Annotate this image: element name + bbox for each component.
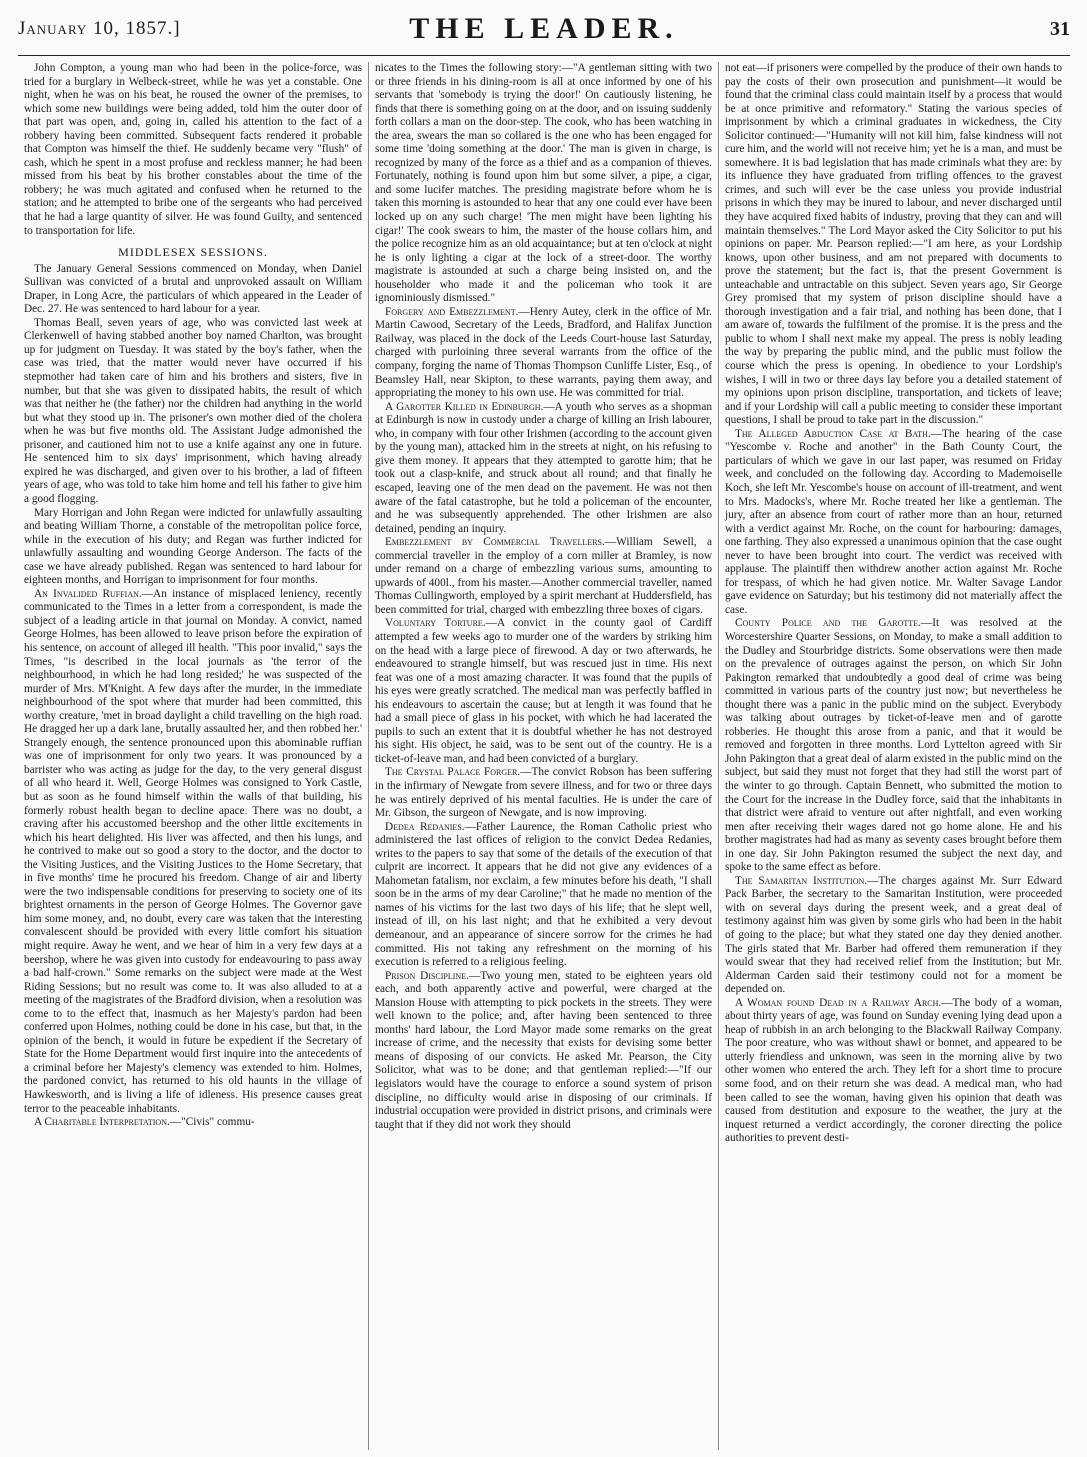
article-body: —The hearing of the case "Yescombe v. Roche and another" in the Bath County Court, the particulars of which we gave in our last paper, was resumed on Friday week, and concluded on the following day. According to Mademoiselle Koch, she left Mr. Yescombe's house on account of ill-treatment, and went to Mrs. Madocks's, where Mr. Roche treated her like a gentleman. The jury, after an absence from court of rather more than an hour, returned with a verdict against Mr. Roche, on the count for harbouring: damages, one farthing. They also expressed a unanimous opinion that the case ought never to have been brought into court. The verdict was received with applause. The plaintiff then withdrew another action against Mr. Roche for trespass, of which he had given notice. Mr. Walter Savage Landor gave evidence on Saturday; but his testimony did not materially affect the case. [725,427,1063,616]
article-paragraph [725,617,1062,874]
article-paragraph [725,997,1062,1146]
article-body: —The convict Robson has been suffering in the infirmary of Newgate from severe illness, and for two or three days he was entirely deprived of his mental faculties. He is under the care of Mr. Gibson, the surgeon of Newgate, and is now improving. [375,766,712,820]
page-number: 31 [1050,18,1070,40]
article-paragraph [375,766,712,820]
article-body: —William Sewell, a commercial traveller in the employ of a corn miller at Bramley, is now under remand on a charge of embezzling various sums, amounting to upwards of 400l., from his master.—Another commercial traveller, named Thomas Cullingworth, employed by a spirit merchant at Huddersfield, has been committed for trial, charged with embezzling three boxes of cigars. [375,536,712,616]
article-body: —"Civis" commu- [169,1116,255,1129]
page-header [18,10,1070,48]
column-1 [18,62,368,1450]
article-headline: An Invalided Ruffian. [34,587,142,600]
article-headline: Dedea Redanies. [385,820,465,833]
article-paragraph [725,875,1062,997]
article-paragraph [24,588,362,1116]
article-paragraph: not eat—if prisoners were compelled by the produce of their own hands to pay the costs of their own prosecution and punishment—it would be found that the criminal class could maintain itself by a process that would be at once primitive and reformatory." Stating the various species of imprisonment by which a criminal graduates in wickedness, the City Solicitor continued:—"Humanity will not kill him, false kindness will not cure him, and the world will not receive him; yet he is a man, and must be somewhere. It is bad legislation that has made criminals what they are: by its influence they have graduated from trifling offences to the gravest crimes, and such will ever be the case unless you provide industrial prisons in which they may be inured to labour, and never discharged until they have acquired fixed habits of industry, proving that they can and will maintain themselves." The Lord Mayor asked the City Solicitor to put his opinions on paper. Mr. Pearson replied:—"I am here, as your Lordship knows, upon other business, and am not prepared with documents to prove the statement; but the fact is, that the present Government is unteachable and untractable on this subject. Seven years ago, Sir George Grey promised that my system of prison discipline should have a thorough investigation and a fair trial, and nothing has been done, that I am aware of, towards the fulfilment of the promise. It is the press and the public to whom I shall next make my appeal. The press is nobly leading the way by preparing the public mind, and the public must follow the course which the press is opening. In obedience to your Lordship's wishes, I will in two or three days lay before you a detailed statement of my opinions upon prison discipline, transportation, and tickets of leave; and if your Lordship will call a public meeting to consider these important questions, I shall be proud to take part in the discussion." [725,62,1062,427]
article-headline: A Woman found Dead in a Railway Arch. [735,996,942,1009]
article-headline: The Crystal Palace Forger. [385,766,521,779]
article-body: —Father Laurence, the Roman Catholic priest who administered the last offices of religion to the convict Dedea Redanies, writes to the papers to say that some of the details of the execution of that culprit are incorrect. It appears that he did not give any evidences of a Mahometan fatalism, nor exclaim, a few minutes before his death, "I shall soon be in the arms of my dear Caroline;" that he made no mention of the names of his victims for the last two days of his life; that he slept well, instead of ill, on his last night; and that he exhibited a very devout demeanour, and an appearance of sincere sorrow for the crimes he had committed. His not taking any refreshment on the morning of his execution is referred to a religious feeling. [375,820,712,969]
article-paragraph [375,536,712,617]
article-paragraph [375,617,712,766]
article-headline: A Garotter Killed in Edinburgh. [385,400,544,413]
article-columns [18,62,1070,1450]
article-body: —A youth who serves as a shopman at Edinburgh is now in custody under a charge of killing an Irish labourer, who, in company with four other Irishmen (according to the account given by the young man), attacked him in the streets at night, on his refusing to give them money. It appears that they attempted to garotte him; that he took out a clasp-knife, and struck about all round; and that finally he escaped, leaving one of the men dead on the pavement. He was not then aware of the fatal catastrophe, but he told a policeman of the encounter, and he was subsequently apprehended. The other Irishmen are also detained, pending an inquiry. [375,400,712,535]
article-paragraph: John Compton, a young man who had been in the police-force, was tried for a burglary in Welbeck-street, while he was yet a constable. One night, when he was on his beat, he roused the owner of the premises, to which some new buildings were being added, told him the outer door of that part was open, and, going in, called his attention to the fact of a robbery having been committed. Subsequent facts rendered it probable that Compton was himself the thief. He suddenly became very "flush" of cash, which he spent in a most profuse and reckless manner; he had been missed from his beat by his brother constables about the time of the robbery; he was much agitated and confused when he returned to the station; and he attempted to bribe one of the sergeants who had perceived that he had a large quantity of silver. He was found Guilty, and sentenced to transportation for life. [24,62,362,237]
article-body: —Two young men, stated to be eighteen years old each, and both apparently active and powerful, were charged at the Mansion House with attempting to pick pockets in the streets. They were well known to the police; and, after having been sentenced to three months' hard labour, the Lord Mayor made some remarks on the great increase of crime, and the necessity that exists for devising some better means of disposing of our convicts. He asked Mr. Pearson, the City Solicitor, what was to be done; and that gentleman replied:—"If our legislators would have the courage to enforce a sound system of prison discipline, no difficulty would arise in disposing of our criminals. If industrial occupation were provided in district prisons, and criminals were taught that if they did not work they should [375,969,712,1131]
article-headline: County Police and the Garotte. [735,617,921,630]
article-paragraph: nicates to the Times the following story:—"A gentleman sitting with two or three friends in his dining-room is all at once informed by one of his servants that 'somebody is trying the door!' On cautiously listening, he finds that there is something going on at the door, and on issuing suddenly forth collars a man on the door-step. The cook, who has been watching in the area, swears the man so collared is the one who has been engaged for some time 'doing something at the door.' The man is given in charge, is recognized by many of the force as a thief and as a companion of thieves. Fortunately, nothing is found upon him but some silver, a pipe, a cigar, and some lucifer matches. The presiding magistrate before whom he is taken this morning is astounded to hear that any one could ever have been locked up on any such charge! 'The men might have been lighting his cigar!' The cook swears to him, the master of the house collars him, and the police recognize him as an old acquaintance; but at ten o'clock at night he is only lighting a cigar at the lock of a street-door. The worthy magistrate is astounded at such a charge being insisted on, and the householder who made it and the policeman who took it are ignominiously dismissed." [375,62,712,305]
article-headline: Embezzlement by Commercial Travellers. [385,536,605,549]
section-heading: MIDDLESEX SESSIONS. [118,245,268,260]
article-headline: The Samaritan Institution. [735,874,868,887]
column-3 [718,62,1068,1450]
article-headline: The Alleged Abduction Case at Bath. [735,427,931,440]
article-headline: Forgery and Embezzlement. [385,305,519,318]
article-body: —The body of a woman, about thirty years of age, was found on Sunday evening lying dead upon a heap of rubbish in an arch belonging to the Blackwall Railway Company. The poor creature, who was without shawl or bonnet, and appeared to be utterly friendless and unknown, was seen in the morning alive by two other women who entered the arch. They left for a short time to procure some food, and on their return she was dead. A medical man, who had been called to see the woman, having given his opinion that death was caused from destitution and exposure to the weather, the jury at the inquest returned a verdict accordingly, the coroner directing the police authorities to prevent desti- [725,996,1062,1145]
article-paragraph [375,821,712,970]
header-rule [18,55,1070,56]
article-paragraph [375,970,712,1133]
article-body: —It was resolved at the Worcestershire Quarter Sessions, on Monday, to make a small addition to the Dudley and Stourbridge districts. Some observations were then made on the prevalence of outrages against the person, on which Sir John Pakington remarked that undoubtedly a good deal of crime was being committed in various parts of the country just now; but nevertheless he thought there was a panic in the public mind on the subject. Everybody was talking about outrages by ticket-of-leave men and of garotte robberies. He thought this arose from a panic, and that it would be removed and forgotten in three months. Lord Lyttelton agreed with Sir John Pakington that a great deal of alarm existed in the public mind on the subject, but said they must not forget that they had still the worst part of the winter to go through. Captain Bennett, who submitted the motion to the Court for the increase in the Dudley force, said that the inhabitants in that district were afraid to venture out after nightfall, and even working men after receiving their wages dared not go home alone. He and his brother magistrates had had as many as seventy cases brought before them in one day. Sir John Pakington resumed the subject the next day, and spoke to the same effect as before. [725,617,1062,874]
article-body: —Henry Autey, clerk in the office of Mr. Martin Cawood, Secretary of the Leeds, Bradford, and Halifax Junction Railway, was placed in the dock of the Leeds Court-house last Saturday, charged with purloining three several warrants from the office of the company, forging the name of Thomas Thompson Cunliffe Lister, Esq., of Beamsley Hall, near Skipton, to these warrants, paying them away, and appropriating the money to his own use. He was committed for trial. [375,305,713,400]
article-paragraph [24,1116,362,1130]
article-paragraph: Thomas Beall, seven years of age, who was convicted last week at Clerkenwell of having stabbed another boy named Charlton, was brought up for judgment on Tuesday. It was stated by the boy's father, when the case was tried, that the matter would never have occurred if his stepmother had taken care of him and his brothers and sisters, five in number, but that she was given to dissipated habits, the result of which was that neither he (the father) nor the children had anything in the world but what they stood up in. The prisoner's own mother died of the cholera when he was but five months old. The Assistant Judge admonished the prisoner, and cautioned him not to use a knife against any one in future. He sentenced him to six days' imprisonment, which having already expired he was discharged, and given over to his brother, a lad of fifteen years of age, who was told to take him home and tell his father to give him a good flogging. [24,316,362,505]
article-paragraph: The January General Sessions commenced on Monday, when Daniel Sullivan was convicted of a brutal and unprovoked assault on William Draper, in Long Acre, the particulars of which appeared in the Leader of Dec. 27. He was sentenced to hard labour for a year. [24,262,362,316]
article-paragraph: Mary Horrigan and John Regan were indicted for unlawfully assaulting and beating William Thorne, a constable of the metropolitan police force, while in the execution of his duty; and Regan was further indicted for unlawfully assaulting and wounding George Anderson. The facts of the case we have already published. Regan was sentenced to hard labour for eighteen months, and Horrigan to imprisonment for four months. [24,506,362,587]
article-paragraph [375,401,712,536]
article-headline: Voluntary Torture. [385,617,486,630]
article-headline: Prison Discipline. [385,969,469,982]
issue-date: January 10, 1857.] [18,18,181,39]
column-2 [368,62,718,1450]
article-body: —A convict in the county gaol of Cardiff attempted a few weeks ago to murder one of the warders by striking him on the head with a large piece of firewood. A day or two afterwards, he endeavoured to strangle himself, but was rescued just in time. His next feat was one of a most amazing character. It was found that the pupils of his eyes were greatly scratched. The medical man was perfectly baffled in his endeavours to ascertain the cause; but at length it was found that he had a small piece of glass in his pocket, with which he had lacerated the pupils to such an extent that it is doubtful whether he has not destroyed his sight. His object, he said, was to be sent out of the country. He is a ticket-of-leave man, and had been convicted of a burglary. [375,617,712,765]
article-paragraph [725,428,1062,618]
newspaper-title: THE LEADER. [409,12,679,45]
article-body: —The charges against Mr. Surr Edward Pack Barber, the secretary to the Samaritan Institution, were proceeded with on several days during the present week, and a great deal of testimony against him was given by some girls who had been in the habit of going to the place; but what they stated one day they denied another. The girls stated that Mr. Barber had offered them remuneration if they would swear that they had received relief from the Institution; but Mr. Alderman Carden said their testimony could not for a moment be depended on. [725,874,1062,996]
article-headline: A Charitable Interpretation. [34,1116,170,1129]
article-body: —An instance of misplaced leniency, recently communicated to the Times in a letter from a correspondent, is made the subject of a leading article in that journal on Monday. A convict, named George Holmes, has been allowed to leave prison before the expiration of his sentence, on account of alleged ill health. "This poor invalid," says the Times, "is described in the local journals as 'the terror of the neighbourhood, in which he had long resided;' he was suspected of the murder of Mrs. M'Knight. A few days after the murder, in the immediate neighbourhood of the spot where that murder had been committed, this worthy creature, 'met in broad daylight a child travelling on the high road. He dragged her up a dark lane, brutally assaulted her, and then robbed her.' Strangely enough, the sentence pronounced upon this abominable ruffian was one of imprisonment for only two years. It was pronounced by a barrister who was acting as judge for the day, to the very general disgust of all who heard it. Well, George Holmes was consigned to York Castle, but as soon as he found himself within the walls of that building, his formerly robust health began to decline apace. There was no doubt, a craving after his accustomed beershop and the other little excitements in which his heart delighted. His liver was affected, and then his lungs, and he contrived to make out so good a story to the doctor, and the doctor to the Visiting Justices, and the Visiting Justices to the Home Secretary, that in five months' time he procured his freedom. Change of air and liberty were the two indispensable conditions for preserving to society one of its brightest ornaments in the person of George Holmes. The Governor gave him some money, and, no doubt, every care was taken that the interesting convalescent should be provided with every little comfort his situation might require. Away he went, and we hear of him in a very few days at a beershop, where he was given into custody for endeavouring to pass away a bad half-crown." Some remarks on the subject were made at the West Riding Sessions; but no result was come to. It was also alluded to at a meeting of the magistrates of the Bradford division, when a resolution was come to to the effect that, inasmuch as her Majesty's pardon had been conferred upon Holmes, nothing could be done in his case, but that, in the opinion of the bench, it would in future be expedient if the Secretary of State for the Home Department would first inquire into the antecedents of a criminal before her Majesty's clemency was extended to him. Holmes, the pardoned convict, has returned to his old haunts in the village of Hawkesworth, and is living a life of idleness. His presence causes great terror to the peaceable inhabitants. [24,587,362,1115]
article-paragraph [375,306,712,401]
